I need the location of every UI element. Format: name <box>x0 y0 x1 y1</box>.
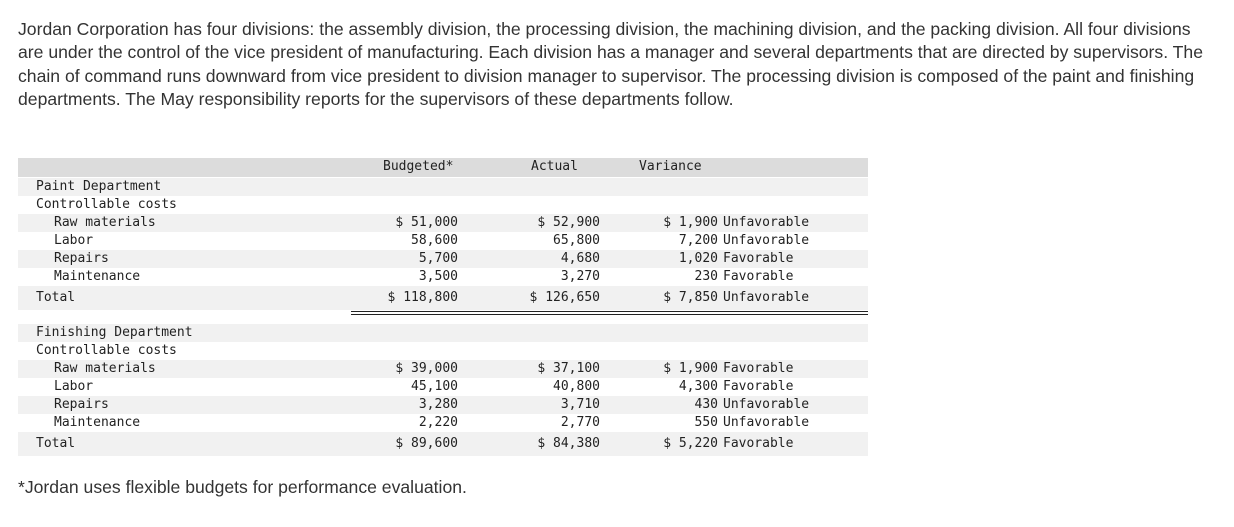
variance-type: Unfavorable <box>723 215 810 230</box>
problem-intro: Jordan Corporation has four divisions: the assembly division, the processing division, the machining division, and the packing division. All four divisions are under the control of the vice president of manufacturing. Each division has a manager and several departments that are directed by supervisors. The chain of command runs downward from vice president to division manager to supervisor. The processing division is composed of the paint and finishing departments. The May responsibility reports for the supervisors of these departments follow. <box>18 19 1203 110</box>
row-label: Maintenance <box>54 415 141 430</box>
actual-value: $ 52,900 <box>537 215 600 230</box>
row-label: Raw materials <box>54 215 156 230</box>
section-spacer <box>18 310 868 324</box>
table-row <box>18 378 868 396</box>
finishing-subtitle-row <box>18 342 868 360</box>
variance-value: 430 <box>694 397 718 412</box>
budgeted-value: 3,500 <box>418 269 458 284</box>
actual-value: 2,770 <box>560 415 600 430</box>
budgeted-value: 45,100 <box>411 379 458 394</box>
budgeted-total: $ 89,600 <box>395 436 458 451</box>
paint-subtitle-row <box>18 196 868 214</box>
table-row <box>18 396 868 414</box>
budgeted-total: $ 118,800 <box>387 290 458 305</box>
row-label: Maintenance <box>54 269 141 284</box>
budgeted-value: 58,600 <box>411 233 458 248</box>
budgeted-value: $ 39,000 <box>395 361 458 376</box>
actual-value: 3,270 <box>560 269 600 284</box>
actual-header: Actual <box>531 159 578 174</box>
finishing-controllable-costs-label: Controllable costs <box>36 343 177 358</box>
footnote: *Jordan uses flexible budgets for performance evaluation. <box>18 477 467 497</box>
total-label: Total <box>36 436 76 451</box>
variance-type: Unfavorable <box>723 415 810 430</box>
budgeted-value: 2,220 <box>418 415 458 430</box>
budgeted-value: $ 51,000 <box>395 215 458 230</box>
responsibility-report-table <box>18 158 868 456</box>
table-row <box>18 268 868 286</box>
finishing-total-row <box>18 432 868 456</box>
row-label: Repairs <box>54 251 109 266</box>
variance-type: Unfavorable <box>723 397 810 412</box>
variance-type: Favorable <box>723 436 794 451</box>
variance-header: Variance <box>639 159 702 174</box>
actual-total: $ 126,650 <box>529 290 600 305</box>
variance-value: 1,020 <box>678 251 718 266</box>
budgeted-value: 5,700 <box>418 251 458 266</box>
variance-type: Unfavorable <box>723 233 810 248</box>
table-row <box>18 414 868 432</box>
finishing-title-row <box>18 324 868 342</box>
actual-total: $ 84,380 <box>537 436 600 451</box>
table-row <box>18 232 868 250</box>
paint-total-row <box>18 286 868 310</box>
variance-value: 550 <box>694 415 718 430</box>
paint-department-title: Paint Department <box>36 179 162 194</box>
paint-controllable-costs-label: Controllable costs <box>36 197 177 212</box>
table-row <box>18 360 868 378</box>
actual-value: 65,800 <box>553 233 600 248</box>
total-label: Total <box>36 290 76 305</box>
row-label: Raw materials <box>54 361 156 376</box>
actual-value: 4,680 <box>560 251 600 266</box>
budgeted-header: Budgeted* <box>383 159 454 174</box>
paint-title-row <box>18 178 868 196</box>
table-row <box>18 214 868 232</box>
row-label: Labor <box>54 233 94 248</box>
finishing-department-title: Finishing Department <box>36 325 193 340</box>
variance-type: Favorable <box>723 379 794 394</box>
row-label: Repairs <box>54 397 109 412</box>
variance-type: Favorable <box>723 361 794 376</box>
variance-total: $ 5,220 <box>663 436 718 451</box>
variance-type: Favorable <box>723 251 794 266</box>
variance-value: $ 1,900 <box>663 361 718 376</box>
table-row <box>18 250 868 268</box>
actual-value: 40,800 <box>553 379 600 394</box>
variance-value: $ 1,900 <box>663 215 718 230</box>
variance-value: 230 <box>694 269 718 284</box>
budgeted-value: 3,280 <box>418 397 458 412</box>
row-label: Labor <box>54 379 94 394</box>
variance-type: Unfavorable <box>723 290 810 305</box>
actual-value: $ 37,100 <box>537 361 600 376</box>
variance-value: 4,300 <box>678 379 718 394</box>
variance-value: 7,200 <box>678 233 718 248</box>
table-header-row <box>18 158 868 177</box>
variance-total: $ 7,850 <box>663 290 718 305</box>
variance-type: Favorable <box>723 269 794 284</box>
actual-value: 3,710 <box>560 397 600 412</box>
